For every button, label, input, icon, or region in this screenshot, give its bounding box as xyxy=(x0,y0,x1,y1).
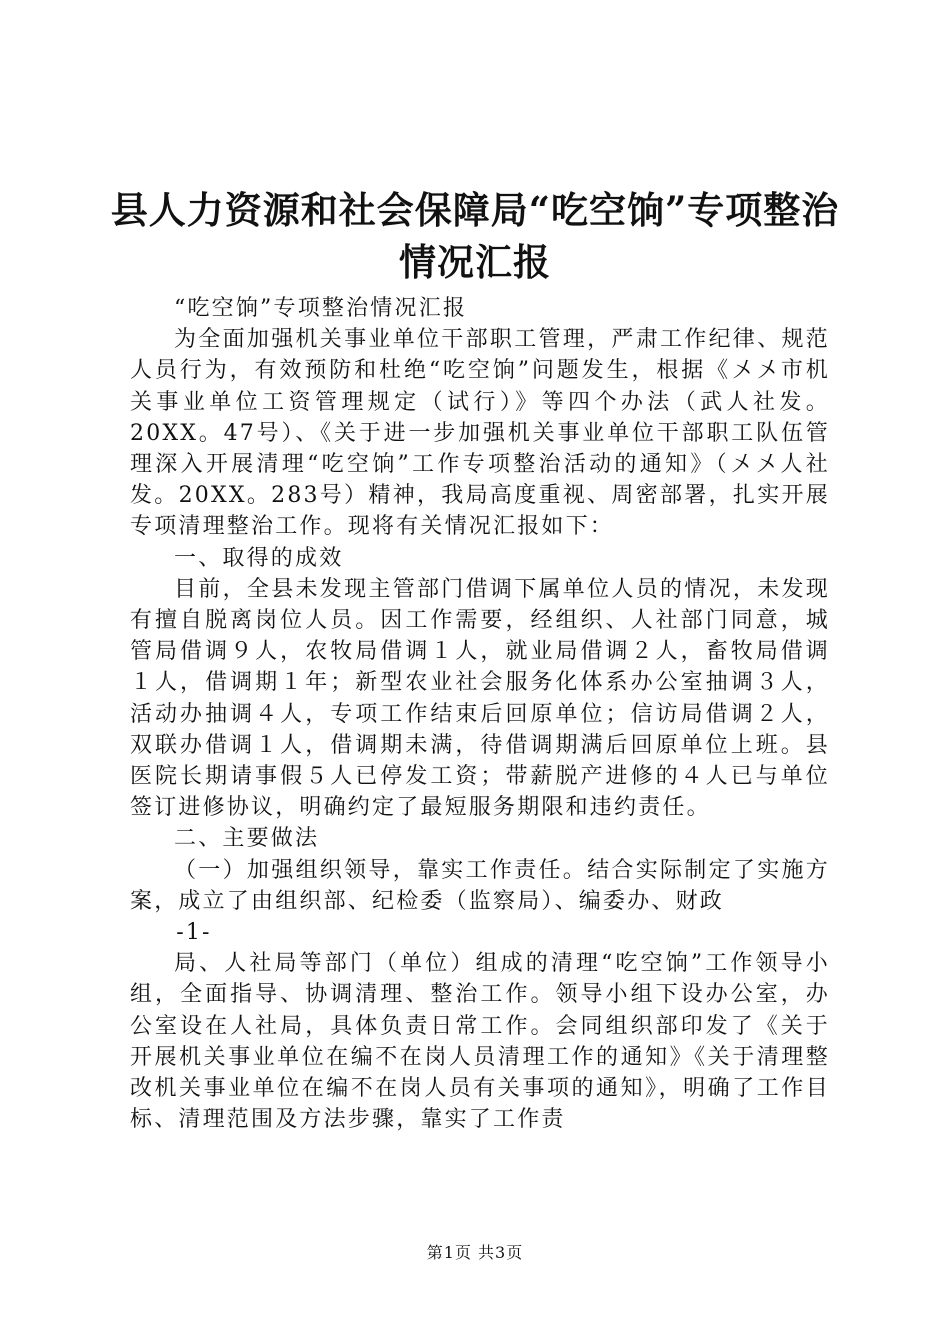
subtitle-paragraph: “吃空饷”专项整治情况汇报 xyxy=(174,296,468,321)
section-heading: 二、主要做法 xyxy=(174,826,320,852)
body-paragraph: （一）加强组织领导，靠实工作责任。结合实际制定了实施方案，成立了由组织部、纪检委（监察局）、编委办、财政 xyxy=(130,857,830,914)
body-paragraph: 目前，全县未发现主管部门借调下属单位人员的情况，未发现有擅自脱离岗位人员。因工作需要，经组织、人社部门同意，城管局借调９人，农牧局借调１人，就业局借调２人，畜牧局借调１人，借调期１年；新型农业社会服务化体系办公室抽调３人，活动办抽调４人，专项工作结束后回原单位；信访局借调２人，双联办借调１人，借调期未满，待借调期满后回原单位上班。县医院长期请事假５人已停发工资；带薪脱产进修的４人已与单位签订进修协议，明确约定了最短服务期限和违约责任。 xyxy=(130,576,830,821)
body-paragraph: 局、人社局等部门（单位）组成的清理“吃空饷”工作领导小组，全面指导、协调清理、整治工作。领导小组下设办公室，办公室设在人社局，具体负责日常工作。会同组织部印发了《关于开展机关事业单位在编不在岗人员清理工作的通知》《关于清理整改机关事业单位在编不在岗人员有关事项的通知》，明确了工作目标、清理范围及方法步骤，靠实了工作责 xyxy=(130,951,830,1133)
document-title-line-2: 情况汇报 xyxy=(399,240,551,284)
inline-page-number: -1- xyxy=(176,920,212,946)
document-body xyxy=(130,293,830,1135)
section-heading: 一、取得的成效 xyxy=(174,545,344,571)
page-footer: 第1页 共3页 xyxy=(426,1243,524,1262)
document-title-line-1: 县人力资源和社会保障局“吃空饷”专项整治 xyxy=(110,188,840,232)
body-paragraph: 为全面加强机关事业单位干部职工管理，严肃工作纪律、规范人员行为，有效预防和杜绝“吃空饷”问题发生，根据《〤〤市机关事业单位工资管理规定（试行）》等四个办法（武人社发。20XX。47号）、《关于进一步加强机关事业单位干部职工队伍管理深入开展清理“吃空饷”工作专项整治活动的通知》（〤〤人社发。20XX。283号）精神，我局高度重视、周密部署，扎实开展专项清理整治工作。现将有关情况汇报如下： xyxy=(130,327,830,540)
